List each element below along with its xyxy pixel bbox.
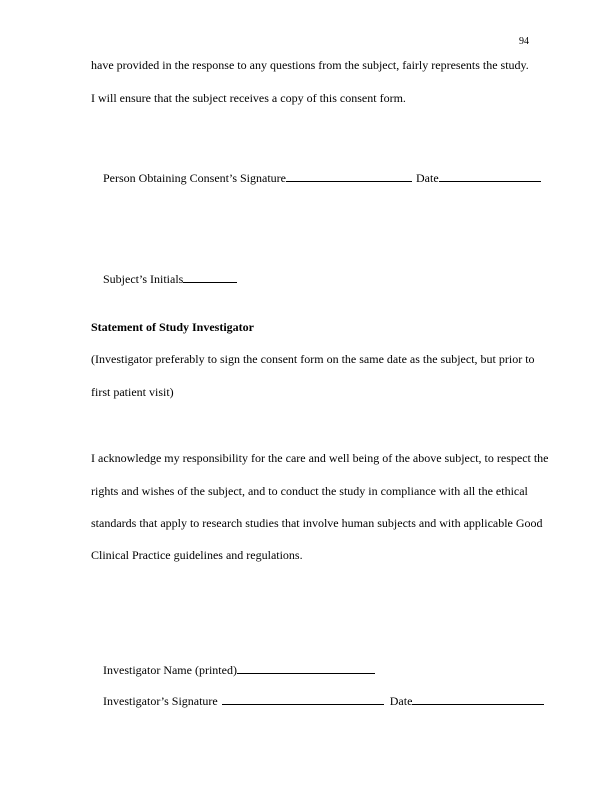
subject-initials-field[interactable]	[183, 271, 237, 283]
consent-date-label: Date	[416, 171, 439, 185]
instruction-text-line: first patient visit)	[91, 385, 174, 399]
consent-signature-label: Person Obtaining Consent’s Signature	[103, 171, 286, 185]
section-heading: Statement of Study Investigator	[91, 320, 254, 334]
investigator-signature-field[interactable]	[222, 693, 384, 705]
instruction-text-line: (Investigator preferably to sign the consent form on the same date as the subject, but prior to	[91, 352, 535, 366]
acknowledgement-text-line: Clinical Practice guidelines and regulations.	[91, 548, 303, 562]
acknowledgement-text-line: I acknowledge my responsibility for the care and well being of the above subject, to respect the	[91, 451, 549, 465]
investigator-name-field[interactable]	[237, 662, 375, 674]
investigator-signature-label: Investigator’s Signature	[103, 694, 218, 708]
subject-initials-row	[91, 257, 237, 300]
investigator-signature-row	[91, 679, 544, 722]
consent-signature-field[interactable]	[286, 170, 412, 182]
subject-initials-label: Subject’s Initials	[103, 272, 184, 286]
investigator-date-label: Date	[389, 694, 413, 708]
body-text-line: have provided in the response to any questions from the subject, fairly represents the study.	[91, 58, 529, 72]
investigator-name-label: Investigator Name (printed)	[103, 663, 237, 677]
consent-signature-row	[91, 156, 541, 199]
body-text-line: I will ensure that the subject receives a copy of this consent form.	[91, 91, 406, 105]
consent-date-field[interactable]	[439, 170, 541, 182]
acknowledgement-text-line: standards that apply to research studies that involve human subjects and with applicable Good	[91, 516, 543, 530]
acknowledgement-text-line: rights and wishes of the subject, and to conduct the study in compliance with all the ethical	[91, 484, 528, 498]
investigator-date-field[interactable]	[412, 693, 544, 705]
page-number: 94	[519, 36, 529, 47]
